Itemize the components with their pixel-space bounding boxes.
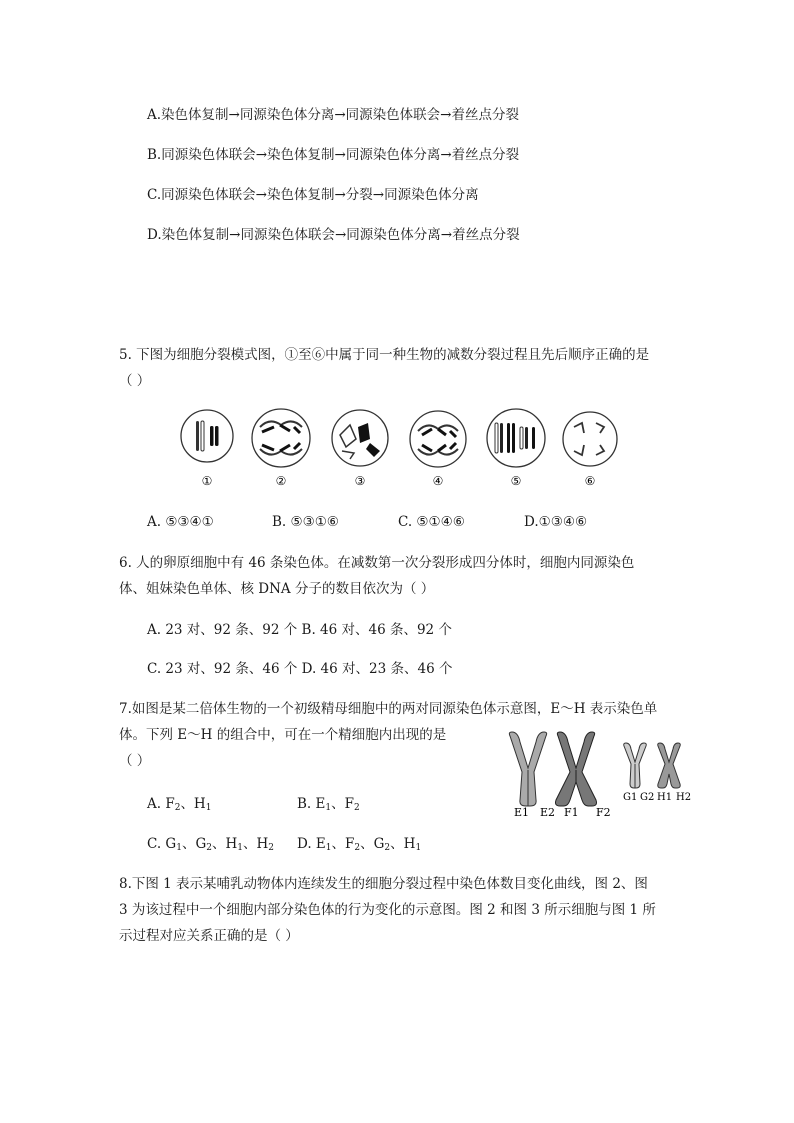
- cell-label-4: ④: [432, 474, 444, 488]
- q7-option-b: B. $E_1$、$F_2$: [297, 796, 360, 813]
- cell-label-6: ⑥: [584, 474, 596, 488]
- label-e1: E1: [514, 806, 530, 819]
- q8-stem-line2: 3 为该过程中一个细胞内部分染色体的行为变化的示意图。图 2 和图 3 所示细胞与图 1 所: [119, 902, 656, 918]
- q7-option-c: C. $G_1$、$G_2$、$H_1$、$H_2$: [147, 836, 275, 853]
- cell-1: [181, 410, 233, 462]
- q6-options-row1: A. 23 对、92 条、92 个 B. 46 对、46 条、92 个: [147, 622, 452, 638]
- cell-3: [332, 410, 388, 466]
- cell-2: [252, 409, 310, 467]
- q7-stem-line1: 7.如图是某二倍体生物的一个初级精母细胞中的两对同源染色体示意图，E～H 表示染色单: [119, 701, 658, 717]
- q5-stem-line1: 5. 下图为细胞分裂模式图，①至⑥中属于同一种生物的减数分裂过程且先后顺序正确的是: [119, 347, 650, 363]
- q5-stem-line2: （ ）: [119, 373, 151, 389]
- q7-option-d: D. $E_1$、$F_2$、$G_2$、$H_1$: [297, 836, 422, 853]
- label-e2: E2: [540, 806, 556, 819]
- q7-stem-line2: 体。下列 E～H 的组合中，可在一个精细胞内出现的是: [119, 727, 447, 743]
- label-g1: G1: [623, 792, 638, 803]
- q6-stem-line2: 体、姐妹染色单体、核 DNA 分子的数目依次为（ ）: [119, 581, 435, 597]
- label-h1: H1: [657, 792, 673, 803]
- chromosome-figure: [500, 730, 700, 820]
- cell-label-1: ①: [201, 474, 213, 488]
- cell-5: [487, 409, 545, 467]
- q4-option-d: D.染色体复制→同源染色体联会→同源染色体分离→着丝点分裂: [147, 227, 520, 243]
- cell-6: [563, 412, 617, 466]
- cell-division-figure: [170, 405, 630, 497]
- cell-label-5: ⑤: [510, 474, 522, 488]
- cell-4: [410, 411, 466, 467]
- cell-label-2: ②: [275, 474, 287, 488]
- q7-stem-line3: （ ）: [119, 753, 151, 769]
- q4-option-c: C.同源染色体联会→染色体复制→分裂→同源染色体分离: [147, 187, 479, 203]
- chromosome-g: [624, 743, 647, 788]
- chromosome-e: [509, 732, 546, 806]
- q7-option-a: A. $F_2$、$H_1$: [147, 796, 212, 813]
- label-f2: F2: [596, 806, 611, 819]
- label-h2: H2: [676, 792, 692, 803]
- label-g2: G2: [640, 792, 655, 803]
- q4-option-a: A.染色体复制→同源染色体分离→同源染色体联会→着丝点分裂: [147, 107, 519, 123]
- q4-option-b: B.同源染色体联会→染色体复制→同源染色体分离→着丝点分裂: [147, 147, 520, 163]
- q5-option-c: C. ⑤①④⑥: [398, 514, 465, 530]
- q8-stem-line1: 8.下图 1 表示某哺乳动物体内连续发生的细胞分裂过程中染色体数目变化曲线，图 2、图: [119, 876, 648, 892]
- q6-options-row2: C. 23 对、92 条、46 个 D. 46 对、23 条、46 个: [147, 661, 453, 677]
- q6-stem-line1: 6. 人的卵原细胞中有 46 条染色体。在减数第一次分裂形成四分体时，细胞内同源染色: [119, 555, 635, 571]
- chromosome-f: [556, 732, 597, 806]
- q5-option-d: D.①③④⑥: [524, 514, 588, 530]
- q8-stem-line3: 示过程对应关系正确的是（ ）: [119, 928, 299, 944]
- chromosome-h: [658, 743, 681, 788]
- label-f1: F1: [564, 806, 579, 819]
- q5-option-b: B. ⑤③①⑥: [272, 514, 339, 530]
- cell-label-3: ③: [354, 474, 366, 488]
- q5-option-a: A. ⑤③④①: [147, 514, 214, 530]
